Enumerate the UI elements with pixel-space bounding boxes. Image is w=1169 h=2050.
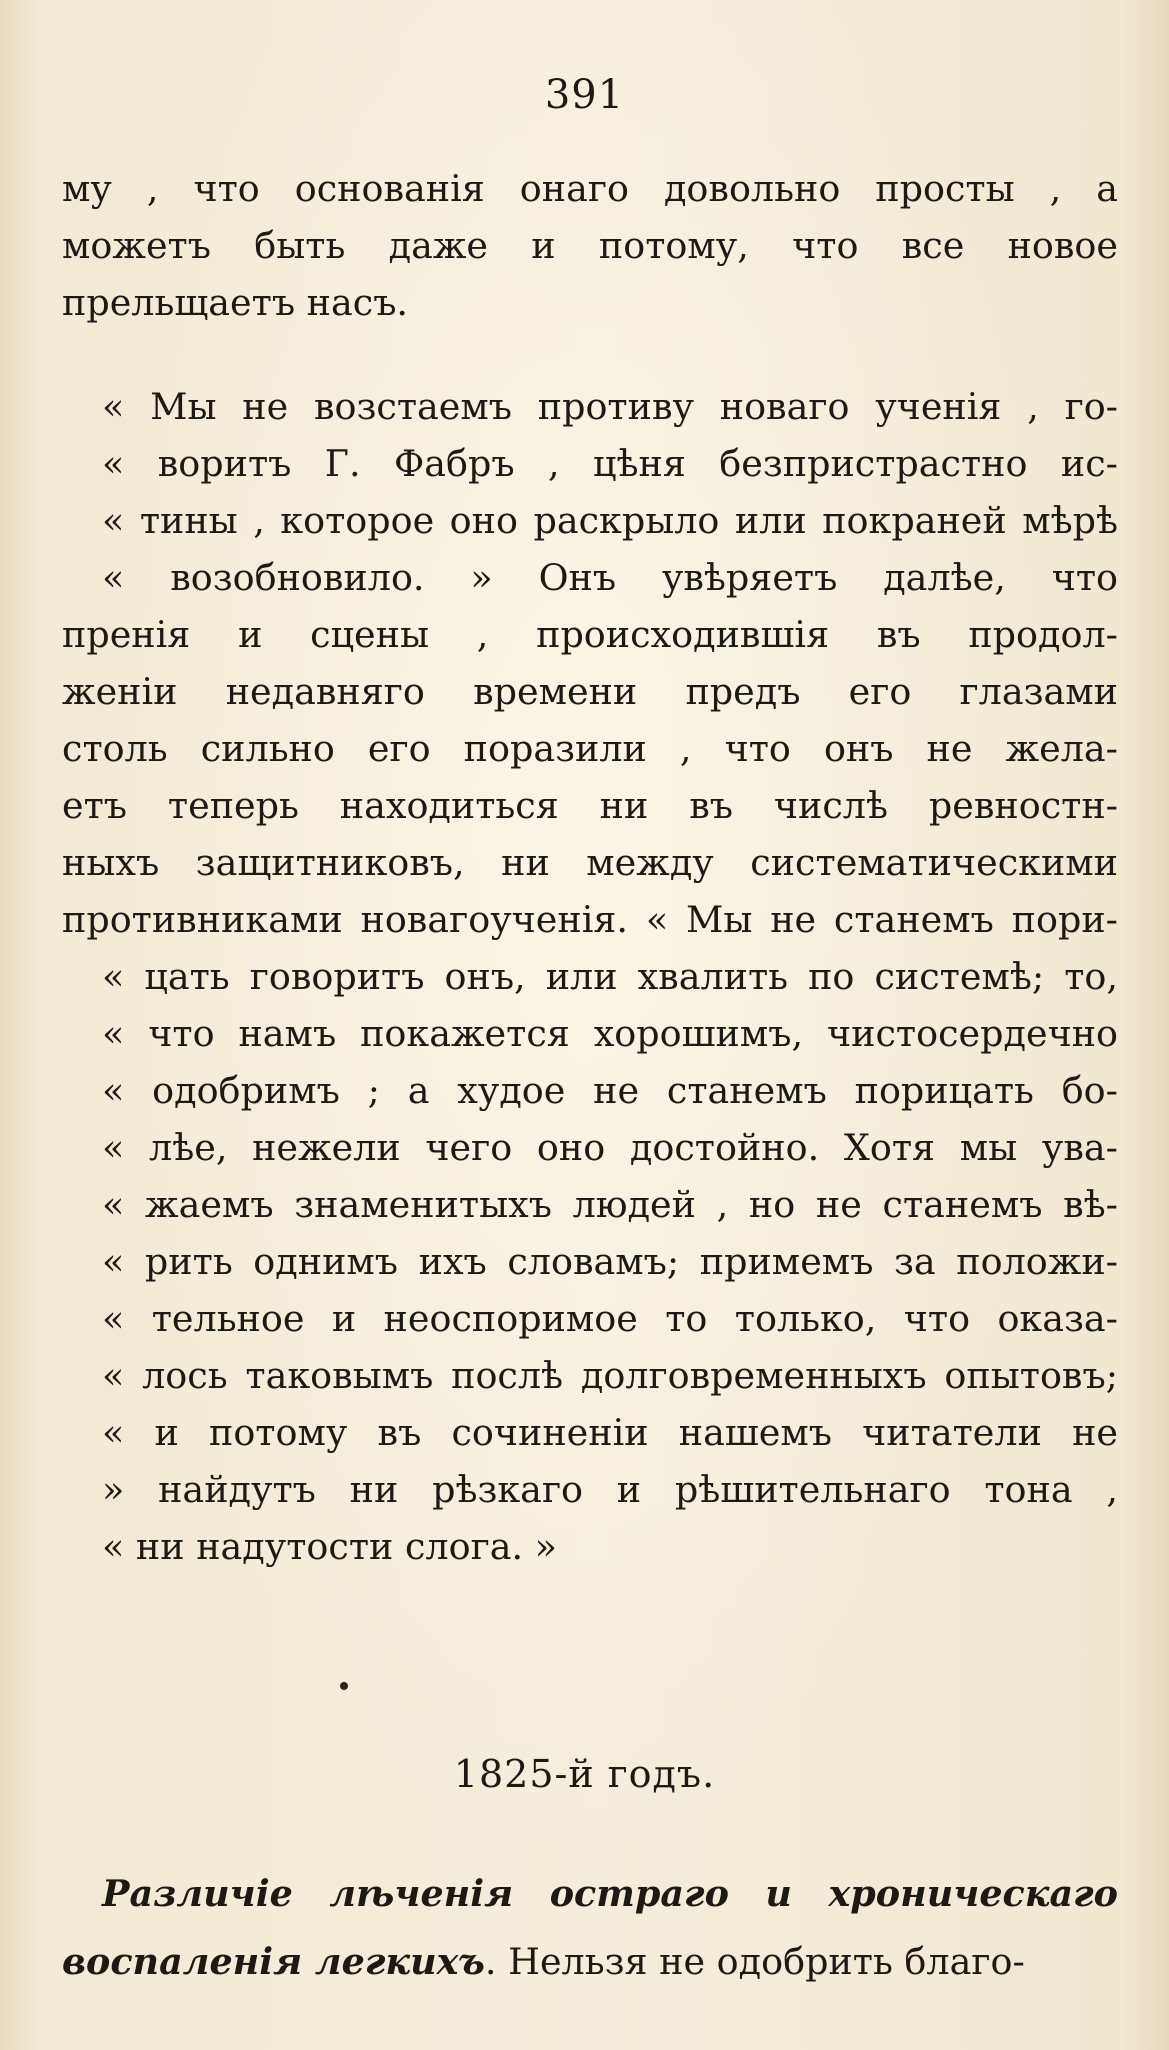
text-line: етъ теперь находиться ни въ числѣ ревностн- <box>62 784 1118 827</box>
text-line: « и потому въ сочиненіи нашемъ читатели не <box>102 1411 1118 1454</box>
italic-title-part: Различіе лѣченія остраго и хроническаго <box>102 1872 1118 1915</box>
text-line: « цать говоритъ онъ, или хвалить по системѣ; то, <box>102 955 1118 998</box>
text-line: столь сильно его поразили , что онъ не жела- <box>62 727 1118 770</box>
paragraph-3 <box>62 1860 1118 1996</box>
text-line: « рить однимъ ихъ словамъ; примемъ за положи- <box>102 1240 1118 1283</box>
text-line: « тины , которое оно раскрыло или покраней мѣрѣ <box>102 499 1118 542</box>
text-line: пренія и сцены , происходившія въ продол- <box>62 613 1118 656</box>
section-heading: 1825-й годъ. <box>453 1752 716 1796</box>
text-line: му , что основанія онаго довольно просты , а <box>62 167 1118 210</box>
text-line: « жаемъ знаменитыхъ людей , но не станемъ вѣ- <box>102 1183 1118 1226</box>
italic-title-part: воспаленія легкихъ <box>62 1940 485 1983</box>
text-line: ныхъ защитниковъ, ни между систематическими <box>62 841 1118 884</box>
text-line: « ни надутости слога. » <box>102 1525 557 1568</box>
text-continuation: . Нельзя не одобрить благо- <box>484 1940 1025 1983</box>
text-line: женіи недавняго времени предъ его глазами <box>62 670 1118 713</box>
text-line: « возобновило. » Онъ увѣряетъ далѣе, что <box>102 556 1118 599</box>
paragraph-2 <box>62 378 1118 1575</box>
text-line: « воритъ Г. Фабръ , цѣня безпристрастно ис- <box>102 442 1118 485</box>
text-line: » найдутъ ни рѣзкаго и рѣшительнаго тона , <box>102 1468 1118 1511</box>
text-line: прельщаетъ насъ. <box>62 281 409 324</box>
text-line: « лось таковымъ послѣ долговременныхъ опытовъ; <box>102 1354 1118 1397</box>
text-line: « тельное и неоспоримое то только, что оказа- <box>102 1297 1118 1340</box>
text-line: « Мы не возстаемъ противу новаго ученія , го- <box>102 385 1118 428</box>
text-line <box>62 1928 1118 1996</box>
page-number: 391 <box>544 72 625 118</box>
paragraph-1 <box>62 160 1118 331</box>
text-line: « лѣе, нежели чего оно достойно. Хотя мы ува- <box>102 1126 1118 1169</box>
text-line <box>62 1860 1118 1928</box>
text-line: « одобримъ ; а худое не станемъ порицать бо- <box>102 1069 1118 1112</box>
text-line: противниками новагоученія. « Мы не станемъ пори- <box>62 898 1118 941</box>
text-line: « что намъ покажется хорошимъ, чистосердечно <box>102 1012 1118 1055</box>
ornament-dot <box>340 1682 348 1690</box>
text-line: можетъ быть даже и потому, что все новое <box>62 224 1118 267</box>
